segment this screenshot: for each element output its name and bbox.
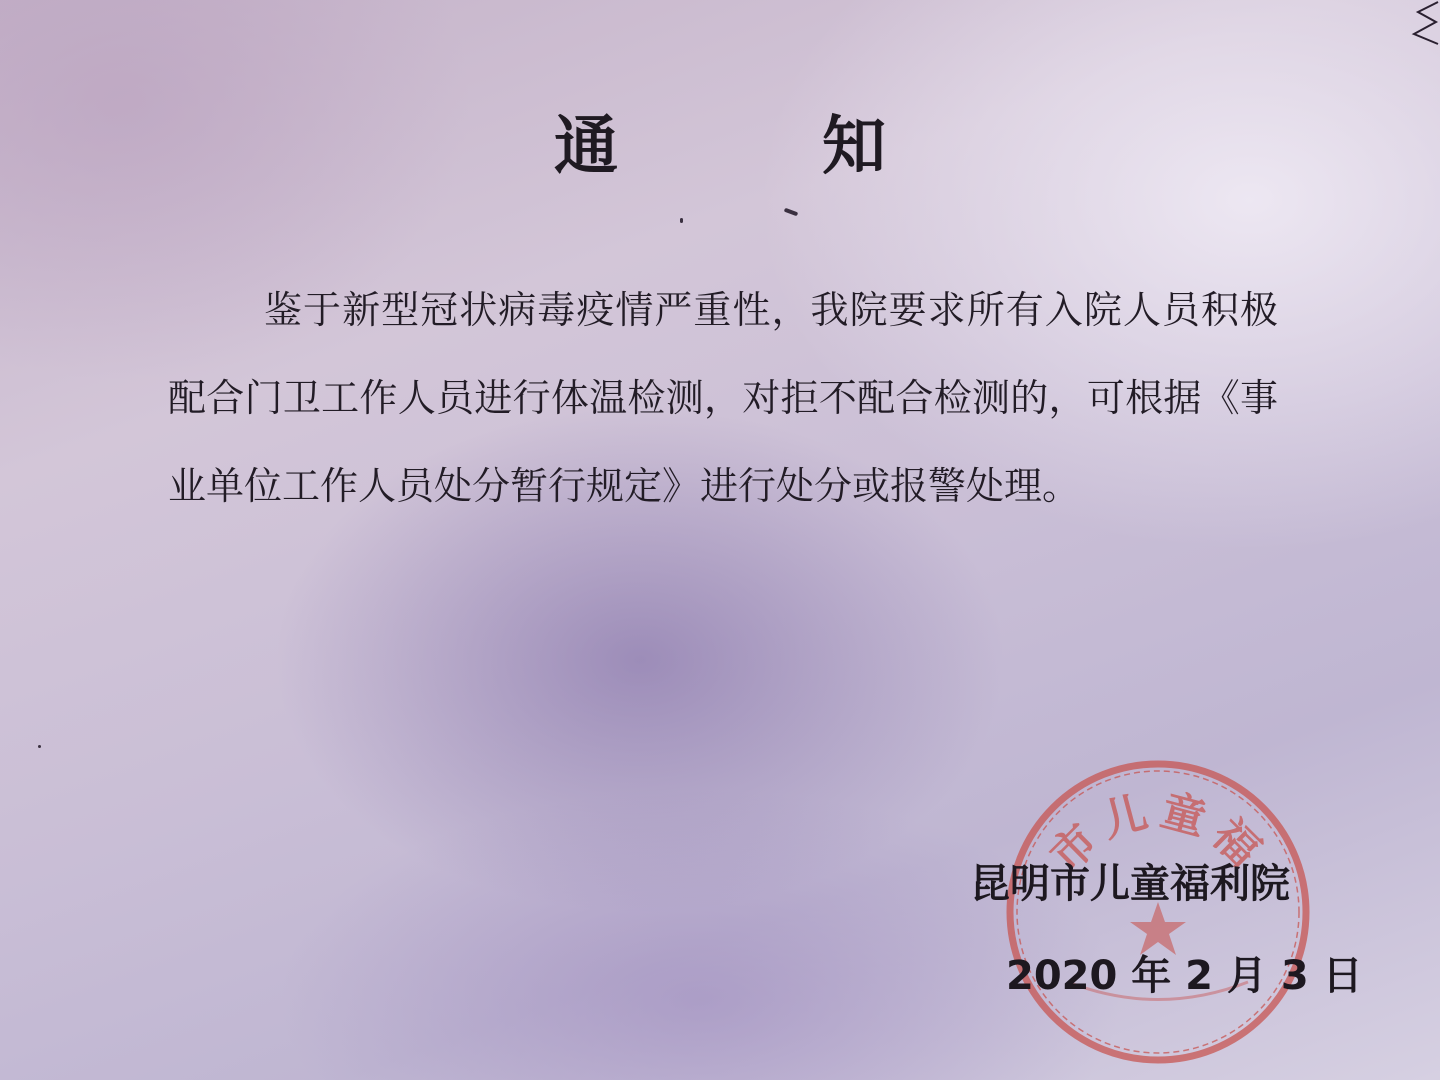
dust-speck [680, 218, 683, 223]
seal-text: 市儿童福 [1040, 785, 1276, 883]
official-red-seal [998, 752, 1318, 1072]
issuing-organization: 昆明市儿童福利院 [970, 861, 1290, 907]
notice-title: 通 知 [554, 110, 956, 184]
notice-body: 鉴于新型冠状病毒疫情严重性，我院要求所有入院人员积极配合门卫工作人员进行体温检测，对拒不配合检测的，可根据《事业单位工作人员处分暂行规定》进行处分或报警处理。 [168, 288, 1278, 508]
dust-speck [784, 208, 799, 217]
dust-speck [38, 745, 41, 748]
pen-scribble-mark [1400, 0, 1440, 70]
issue-date: 2020 年 2 月 3 日 [1006, 953, 1363, 999]
